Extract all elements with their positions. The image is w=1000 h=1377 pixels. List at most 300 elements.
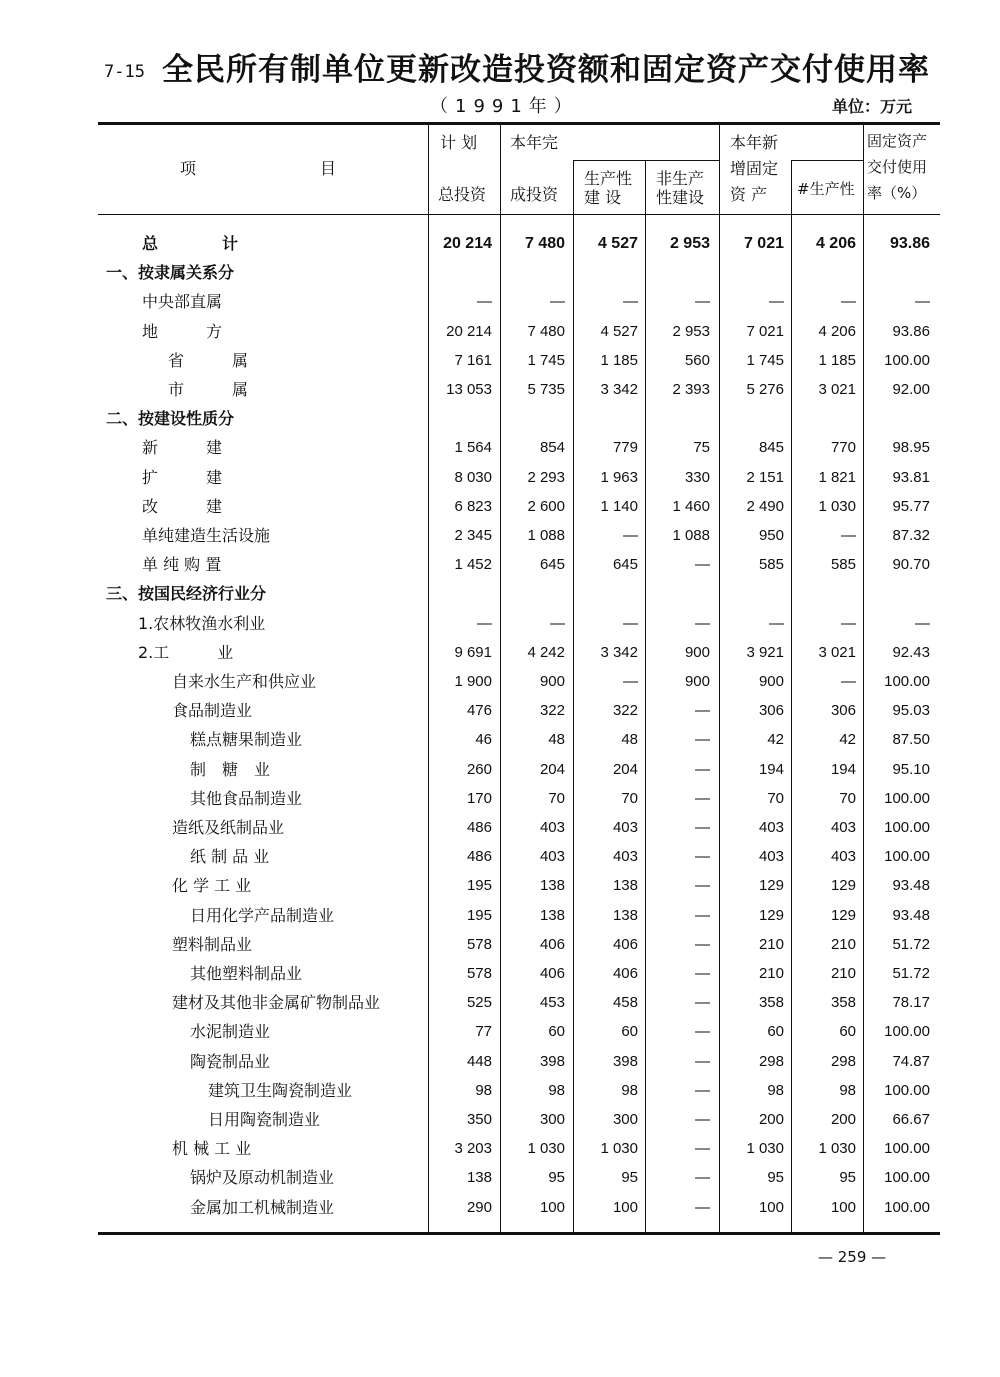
cell-plan-total: 260 bbox=[466, 760, 492, 778]
row-label: 单 纯 购 置 bbox=[142, 555, 222, 575]
table-row bbox=[98, 959, 940, 988]
cell-nonprod-build: — bbox=[695, 906, 710, 924]
header-new-prod: #生产性 bbox=[797, 180, 855, 198]
cell-new-prod-assets: 358 bbox=[830, 994, 856, 1012]
header-plan-top: 计 划 bbox=[440, 133, 478, 152]
row-label: 食品制造业 bbox=[172, 701, 253, 721]
row-label: 一、按隶属关系分 bbox=[106, 263, 235, 283]
cell-new-prod-assets: 403 bbox=[830, 819, 856, 836]
cell-nonprod-build: — bbox=[695, 1140, 710, 1158]
cell-new-assets: 210 bbox=[758, 965, 784, 982]
table-row bbox=[98, 492, 940, 521]
row-label: 单纯建造生活设施 bbox=[142, 526, 271, 545]
row-label: 制 糖 业 bbox=[190, 759, 271, 779]
row-label: 建筑卫生陶瓷制造业 bbox=[208, 1080, 353, 1100]
cell-delivery-rate: 98.95 bbox=[892, 439, 930, 457]
cell-delivery-rate: 100.00 bbox=[884, 1023, 930, 1041]
cell-new-assets: 129 bbox=[758, 906, 784, 924]
cell-new-prod-assets: 4 206 bbox=[815, 235, 856, 252]
row-label: 三、按国民经济行业分 bbox=[106, 584, 267, 604]
row-label: 水泥制造业 bbox=[190, 1022, 271, 1042]
table-row bbox=[98, 579, 940, 608]
cell-plan-total: 525 bbox=[466, 994, 492, 1012]
cell-nonprod-build: 900 bbox=[684, 643, 710, 661]
cell-prod-build: 779 bbox=[612, 439, 638, 457]
cell-new-assets: 298 bbox=[758, 1052, 784, 1070]
table-row bbox=[98, 609, 940, 638]
cell-plan-total: 98 bbox=[475, 1081, 492, 1099]
cell-plan-total: 138 bbox=[466, 1169, 492, 1187]
table-number: 7-15 bbox=[104, 62, 145, 82]
cell-prod-build: 322 bbox=[612, 702, 638, 720]
cell-delivery-rate: 92.00 bbox=[892, 381, 930, 398]
table-row bbox=[98, 258, 940, 287]
cell-plan-total: 290 bbox=[466, 1198, 492, 1216]
table-row bbox=[98, 1047, 940, 1076]
cell-nonprod-build: — bbox=[695, 819, 710, 836]
cell-plan-total: 6 823 bbox=[454, 497, 492, 515]
page-number: — 259 — bbox=[818, 1248, 887, 1266]
table-row bbox=[98, 901, 940, 930]
cell-new-prod-assets: 129 bbox=[830, 877, 856, 895]
cell-done-total: 403 bbox=[539, 848, 565, 866]
table-row bbox=[98, 842, 940, 871]
cell-delivery-rate: 87.32 bbox=[892, 527, 930, 544]
table-row bbox=[98, 521, 940, 550]
cell-done-total: 1 030 bbox=[527, 1140, 565, 1158]
cell-done-total: 60 bbox=[548, 1023, 565, 1041]
cell-plan-total: 20 214 bbox=[446, 322, 492, 340]
cell-nonprod-build: — bbox=[695, 965, 710, 982]
cell-plan-total: 3 203 bbox=[454, 1140, 492, 1158]
cell-new-assets: 403 bbox=[758, 848, 784, 866]
cell-new-prod-assets: 100 bbox=[830, 1198, 856, 1216]
cell-done-total: 406 bbox=[539, 935, 565, 953]
cell-done-total: 645 bbox=[539, 556, 565, 574]
cell-prod-build: 100 bbox=[612, 1198, 638, 1216]
cell-done-total: 7 480 bbox=[527, 322, 565, 340]
row-label: 化 学 工 业 bbox=[172, 876, 252, 896]
row-label: 市 属 bbox=[168, 380, 249, 399]
cell-delivery-rate: 92.43 bbox=[892, 643, 930, 661]
cell-delivery-rate: 100.00 bbox=[884, 1198, 930, 1216]
header-nonprod-top: 非生产 bbox=[656, 169, 705, 188]
cell-new-prod-assets: 585 bbox=[830, 556, 856, 574]
cell-new-assets: 950 bbox=[758, 527, 784, 544]
row-label: 省 属 bbox=[168, 350, 249, 370]
cell-prod-build: 300 bbox=[612, 1111, 638, 1128]
cell-nonprod-build: — bbox=[695, 1052, 710, 1070]
cell-new-assets: 100 bbox=[758, 1198, 784, 1216]
cell-prod-build: 406 bbox=[612, 965, 638, 982]
row-label: 金属加工机械制造业 bbox=[190, 1197, 335, 1217]
cell-new-prod-assets: 298 bbox=[830, 1052, 856, 1070]
row-label: 陶瓷制品业 bbox=[190, 1051, 271, 1071]
cell-plan-total: 8 030 bbox=[454, 468, 492, 486]
header-plan-bottom: 总投资 bbox=[438, 185, 487, 204]
cell-nonprod-build: 330 bbox=[684, 468, 710, 486]
cell-new-assets: 60 bbox=[767, 1023, 784, 1041]
cell-new-assets: 845 bbox=[758, 439, 784, 457]
cell-prod-build: — bbox=[623, 527, 638, 544]
cell-plan-total: 7 161 bbox=[454, 351, 492, 369]
table-bottom-rule bbox=[98, 1232, 940, 1235]
cell-nonprod-build: — bbox=[695, 1023, 710, 1041]
cell-prod-build: 406 bbox=[612, 935, 638, 953]
cell-new-assets: 200 bbox=[758, 1111, 784, 1128]
row-label: 塑料制品业 bbox=[172, 934, 253, 954]
row-label: 机 械 工 业 bbox=[172, 1139, 252, 1159]
cell-new-prod-assets: — bbox=[841, 527, 856, 544]
table-row bbox=[98, 1105, 940, 1134]
header-rate-3: 率（%） bbox=[867, 184, 927, 202]
cell-prod-build: 645 bbox=[612, 556, 638, 574]
table-row bbox=[98, 1017, 940, 1046]
cell-plan-total: 578 bbox=[466, 935, 492, 953]
row-label: 新 建 bbox=[142, 438, 223, 458]
cell-nonprod-build: — bbox=[695, 935, 710, 953]
cell-done-total: 1 745 bbox=[527, 351, 565, 369]
cell-nonprod-build: — bbox=[695, 789, 710, 807]
header-new-3: 资 产 bbox=[730, 185, 768, 204]
cell-new-assets: 3 921 bbox=[746, 643, 784, 661]
page-title: 全民所有制单位更新改造投资额和固定资产交付使用率 bbox=[162, 52, 930, 88]
table-row bbox=[98, 725, 940, 754]
cell-new-prod-assets: 98 bbox=[839, 1081, 856, 1099]
cell-new-prod-assets: 42 bbox=[839, 731, 856, 749]
cell-prod-build: 398 bbox=[612, 1052, 638, 1070]
cell-delivery-rate: 95.77 bbox=[892, 497, 930, 515]
cell-new-assets: 900 bbox=[758, 673, 784, 690]
row-label: 中央部直属 bbox=[142, 292, 223, 312]
cell-delivery-rate: 93.86 bbox=[892, 322, 930, 340]
cell-new-assets: 1 030 bbox=[746, 1140, 784, 1158]
cell-done-total: 322 bbox=[539, 702, 565, 720]
row-label: 糕点糖果制造业 bbox=[190, 730, 303, 750]
header-new-2: 增固定 bbox=[730, 159, 779, 178]
header-prod-top: 生产性 bbox=[584, 169, 633, 188]
cell-new-prod-assets: — bbox=[841, 673, 856, 690]
row-label: 改 建 bbox=[142, 496, 223, 516]
header-prod-bottom: 建 设 bbox=[584, 188, 622, 207]
cell-nonprod-build: — bbox=[695, 848, 710, 866]
cell-plan-total: — bbox=[477, 293, 492, 311]
header-rate-1: 固定资产 bbox=[867, 132, 928, 150]
table-row bbox=[98, 813, 940, 842]
cell-prod-build: 1 140 bbox=[600, 497, 638, 515]
cell-nonprod-build: 1 088 bbox=[672, 527, 710, 544]
cell-prod-build: 138 bbox=[612, 906, 638, 924]
cell-plan-total: 1 452 bbox=[454, 556, 492, 574]
table-top-rule bbox=[98, 122, 940, 125]
cell-prod-build: 70 bbox=[621, 789, 638, 807]
cell-delivery-rate: 51.72 bbox=[892, 935, 930, 953]
cell-new-assets: 95 bbox=[767, 1169, 784, 1187]
cell-new-assets: 358 bbox=[758, 994, 784, 1012]
row-label: 纸 制 品 业 bbox=[190, 847, 270, 867]
cell-delivery-rate: 93.48 bbox=[892, 877, 930, 895]
table-row bbox=[98, 1163, 940, 1192]
cell-new-prod-assets: 3 021 bbox=[818, 381, 856, 398]
table-row bbox=[98, 930, 940, 959]
subheader-rule bbox=[791, 160, 863, 161]
cell-plan-total: 20 214 bbox=[443, 235, 492, 252]
cell-nonprod-build: — bbox=[695, 614, 710, 632]
row-label: 日用化学产品制造业 bbox=[190, 905, 335, 925]
cell-nonprod-build: 560 bbox=[684, 351, 710, 369]
table-row bbox=[98, 317, 940, 346]
cell-prod-build: — bbox=[623, 293, 638, 311]
table-row bbox=[98, 346, 940, 375]
cell-new-prod-assets: 1 821 bbox=[818, 468, 856, 486]
cell-new-prod-assets: 70 bbox=[839, 789, 856, 807]
cell-prod-build: 403 bbox=[612, 848, 638, 866]
cell-new-assets: 403 bbox=[758, 819, 784, 836]
cell-new-assets: 2 490 bbox=[746, 497, 784, 515]
table-row bbox=[98, 404, 940, 433]
cell-delivery-rate: 51.72 bbox=[892, 965, 930, 982]
cell-done-total: 7 480 bbox=[524, 235, 565, 252]
cell-delivery-rate: 100.00 bbox=[884, 848, 930, 866]
row-label: 建材及其他非金属矿物制品业 bbox=[172, 993, 381, 1013]
row-label: 1.农林牧渔水利业 bbox=[138, 613, 266, 633]
header-done-top: 本年完 bbox=[510, 133, 559, 152]
cell-new-prod-assets: 1 185 bbox=[818, 351, 856, 369]
header-done-bottom: 成投资 bbox=[510, 185, 559, 204]
cell-delivery-rate: 100.00 bbox=[884, 673, 930, 690]
cell-nonprod-build: — bbox=[695, 293, 710, 311]
table-row bbox=[98, 871, 940, 900]
cell-nonprod-build: 2 393 bbox=[672, 381, 710, 398]
cell-delivery-rate: 100.00 bbox=[884, 1140, 930, 1158]
header-item-b: 目 bbox=[320, 159, 337, 178]
cell-done-total: 403 bbox=[539, 819, 565, 836]
cell-new-assets: 129 bbox=[758, 877, 784, 895]
table-row bbox=[98, 696, 940, 725]
row-label: 日用陶瓷制造业 bbox=[208, 1110, 321, 1129]
header-nonprod-bottom: 性建设 bbox=[656, 188, 705, 207]
cell-new-prod-assets: 1 030 bbox=[818, 497, 856, 515]
cell-nonprod-build: — bbox=[695, 994, 710, 1012]
cell-nonprod-build: — bbox=[695, 760, 710, 778]
cell-done-total: — bbox=[550, 614, 565, 632]
cell-done-total: 4 242 bbox=[527, 643, 565, 661]
cell-prod-build: 3 342 bbox=[600, 381, 638, 398]
cell-nonprod-build: — bbox=[695, 1081, 710, 1099]
cell-delivery-rate: — bbox=[915, 614, 930, 632]
table-row bbox=[98, 1076, 940, 1105]
cell-prod-build: 3 342 bbox=[600, 643, 638, 661]
cell-done-total: 406 bbox=[539, 965, 565, 982]
cell-plan-total: 170 bbox=[466, 789, 492, 807]
cell-new-assets: 2 151 bbox=[746, 468, 784, 486]
header-new-1: 本年新 bbox=[730, 133, 779, 152]
cell-nonprod-build: — bbox=[695, 1198, 710, 1216]
cell-delivery-rate: — bbox=[915, 293, 930, 311]
cell-plan-total: 77 bbox=[475, 1023, 492, 1041]
cell-delivery-rate: 87.50 bbox=[892, 731, 930, 749]
cell-new-assets: 42 bbox=[767, 731, 784, 749]
cell-delivery-rate: 90.70 bbox=[892, 556, 930, 574]
cell-nonprod-build: 2 953 bbox=[669, 235, 710, 252]
table-row bbox=[98, 1193, 940, 1222]
table-row bbox=[98, 638, 940, 667]
cell-new-prod-assets: 194 bbox=[830, 760, 856, 778]
row-label: 2.工 业 bbox=[138, 642, 234, 662]
year-label: （1991年） bbox=[430, 96, 579, 117]
cell-delivery-rate: 95.03 bbox=[892, 702, 930, 720]
row-label: 其他塑料制品业 bbox=[190, 964, 303, 983]
cell-new-prod-assets: — bbox=[841, 614, 856, 632]
cell-new-assets: — bbox=[769, 293, 784, 311]
cell-new-prod-assets: 4 206 bbox=[818, 322, 856, 340]
cell-delivery-rate: 93.48 bbox=[892, 906, 930, 924]
cell-plan-total: 1 564 bbox=[454, 439, 492, 457]
cell-delivery-rate: 74.87 bbox=[892, 1052, 930, 1070]
cell-nonprod-build: 900 bbox=[684, 673, 710, 690]
cell-nonprod-build: — bbox=[695, 1111, 710, 1128]
cell-done-total: 453 bbox=[539, 994, 565, 1012]
table-row bbox=[98, 755, 940, 784]
cell-new-prod-assets: 403 bbox=[830, 848, 856, 866]
table-row bbox=[98, 375, 940, 404]
cell-prod-build: 1 185 bbox=[600, 351, 638, 369]
cell-plan-total: 350 bbox=[466, 1111, 492, 1128]
cell-done-total: 98 bbox=[548, 1081, 565, 1099]
table-row bbox=[98, 433, 940, 462]
cell-done-total: 1 088 bbox=[527, 527, 565, 544]
header-bottom-rule bbox=[98, 214, 940, 215]
cell-plan-total: 448 bbox=[466, 1052, 492, 1070]
cell-new-prod-assets: — bbox=[841, 293, 856, 311]
table-row bbox=[98, 1134, 940, 1163]
cell-new-prod-assets: 1 030 bbox=[818, 1140, 856, 1158]
cell-new-assets: 7 021 bbox=[743, 235, 784, 252]
cell-new-assets: 194 bbox=[758, 760, 784, 778]
cell-nonprod-build: 1 460 bbox=[672, 497, 710, 515]
cell-delivery-rate: 66.67 bbox=[892, 1111, 930, 1128]
row-label: 总 计 bbox=[142, 234, 239, 253]
cell-plan-total: 13 053 bbox=[446, 381, 492, 398]
cell-prod-build: — bbox=[623, 614, 638, 632]
cell-done-total: 2 600 bbox=[527, 497, 565, 515]
cell-done-total: 398 bbox=[539, 1052, 565, 1070]
cell-done-total: 70 bbox=[548, 789, 565, 807]
cell-delivery-rate: 93.81 bbox=[892, 468, 930, 486]
table-row bbox=[98, 287, 940, 316]
cell-new-assets: 585 bbox=[758, 556, 784, 574]
cell-delivery-rate: 100.00 bbox=[884, 351, 930, 369]
cell-new-prod-assets: 129 bbox=[830, 906, 856, 924]
cell-delivery-rate: 93.86 bbox=[889, 235, 930, 252]
cell-new-prod-assets: 95 bbox=[839, 1169, 856, 1187]
table-row bbox=[98, 550, 940, 579]
cell-delivery-rate: 100.00 bbox=[884, 1169, 930, 1187]
cell-new-assets: 1 745 bbox=[746, 351, 784, 369]
cell-delivery-rate: 78.17 bbox=[892, 994, 930, 1012]
row-label: 锅炉及原动机制造业 bbox=[190, 1168, 335, 1188]
cell-new-assets: 7 021 bbox=[746, 322, 784, 340]
cell-prod-build: 4 527 bbox=[600, 322, 638, 340]
cell-prod-build: 403 bbox=[612, 819, 638, 836]
cell-new-prod-assets: 200 bbox=[830, 1111, 856, 1128]
cell-delivery-rate: 100.00 bbox=[884, 789, 930, 807]
cell-nonprod-build: 2 953 bbox=[672, 322, 710, 340]
title-row bbox=[104, 42, 934, 92]
row-label: 自来水生产和供应业 bbox=[172, 672, 317, 691]
cell-new-assets: 70 bbox=[767, 789, 784, 807]
cell-delivery-rate: 100.00 bbox=[884, 1081, 930, 1099]
unit-label: 单位：万元 bbox=[832, 97, 913, 116]
cell-prod-build: 95 bbox=[621, 1169, 638, 1187]
cell-plan-total: 9 691 bbox=[454, 643, 492, 661]
subheader-rule bbox=[573, 160, 719, 161]
cell-plan-total: 476 bbox=[466, 702, 492, 720]
cell-prod-build: 60 bbox=[621, 1023, 638, 1041]
cell-delivery-rate: 95.10 bbox=[892, 760, 930, 778]
cell-done-total: 48 bbox=[548, 731, 565, 749]
cell-nonprod-build: — bbox=[695, 1169, 710, 1187]
cell-new-prod-assets: 60 bbox=[839, 1023, 856, 1041]
cell-done-total: 5 735 bbox=[527, 381, 565, 398]
row-label: 造纸及纸制品业 bbox=[172, 818, 285, 837]
header-item-a: 项 bbox=[180, 159, 197, 178]
cell-plan-total: 2 345 bbox=[454, 527, 492, 544]
cell-new-prod-assets: 770 bbox=[830, 439, 856, 457]
cell-new-assets: 5 276 bbox=[746, 381, 784, 398]
cell-done-total: 138 bbox=[539, 906, 565, 924]
cell-plan-total: 195 bbox=[466, 877, 492, 895]
cell-done-total: — bbox=[550, 293, 565, 311]
cell-done-total: 138 bbox=[539, 877, 565, 895]
header-rate-2: 交付使用 bbox=[867, 158, 928, 176]
cell-prod-build: 1 030 bbox=[600, 1140, 638, 1158]
cell-nonprod-build: — bbox=[695, 702, 710, 720]
cell-done-total: 204 bbox=[539, 760, 565, 778]
table-row bbox=[98, 463, 940, 492]
cell-done-total: 100 bbox=[539, 1198, 565, 1216]
cell-plan-total: 46 bbox=[475, 731, 492, 749]
cell-done-total: 2 293 bbox=[527, 468, 565, 486]
cell-new-assets: 98 bbox=[767, 1081, 784, 1099]
row-label: 二、按建设性质分 bbox=[106, 409, 235, 429]
cell-new-assets: 210 bbox=[758, 935, 784, 953]
cell-prod-build: — bbox=[623, 673, 638, 690]
table-row bbox=[98, 667, 940, 696]
cell-prod-build: 4 527 bbox=[597, 235, 638, 252]
table-row bbox=[98, 784, 940, 813]
cell-new-prod-assets: 210 bbox=[830, 935, 856, 953]
cell-nonprod-build: — bbox=[695, 556, 710, 574]
cell-nonprod-build: 75 bbox=[693, 439, 710, 457]
cell-prod-build: 1 963 bbox=[600, 468, 638, 486]
cell-plan-total: 578 bbox=[466, 965, 492, 982]
cell-prod-build: 138 bbox=[612, 877, 638, 895]
cell-new-prod-assets: 210 bbox=[830, 965, 856, 982]
cell-delivery-rate: 100.00 bbox=[884, 819, 930, 836]
cell-done-total: 300 bbox=[539, 1111, 565, 1128]
cell-prod-build: 204 bbox=[612, 760, 638, 778]
cell-plan-total: 1 900 bbox=[454, 673, 492, 690]
cell-new-assets: — bbox=[769, 614, 784, 632]
cell-plan-total: — bbox=[477, 614, 492, 632]
cell-prod-build: 458 bbox=[612, 994, 638, 1012]
cell-prod-build: 48 bbox=[621, 731, 638, 749]
cell-done-total: 900 bbox=[539, 673, 565, 690]
cell-plan-total: 486 bbox=[466, 819, 492, 836]
cell-plan-total: 486 bbox=[466, 848, 492, 866]
cell-new-prod-assets: 3 021 bbox=[818, 643, 856, 661]
